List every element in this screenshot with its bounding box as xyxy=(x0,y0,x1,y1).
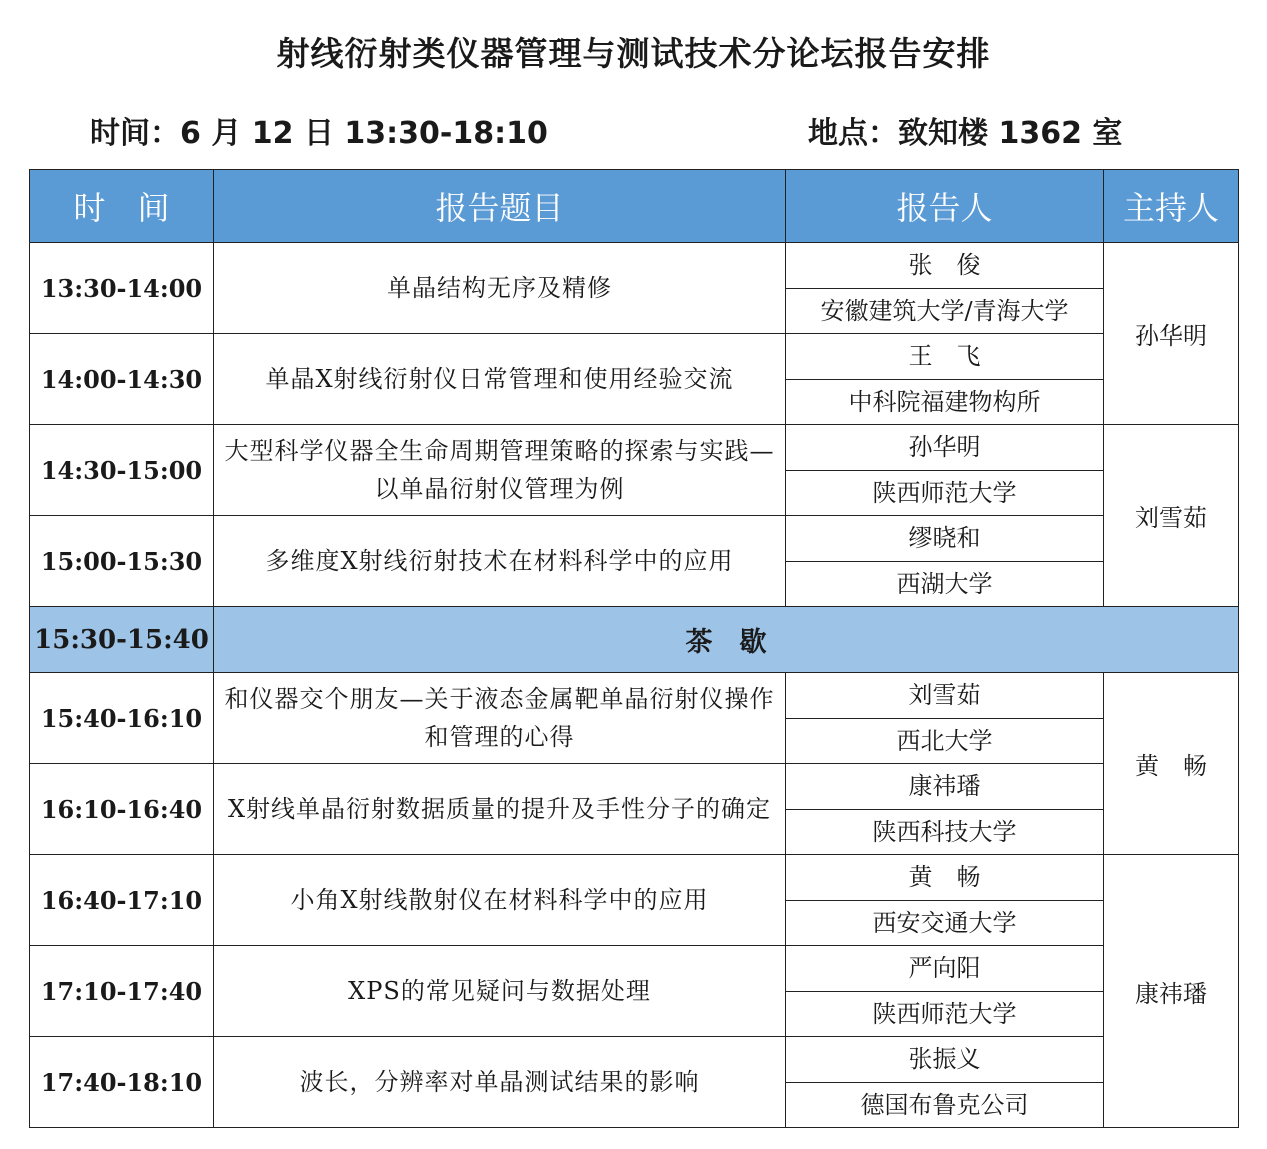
schedule-table xyxy=(29,169,1239,1128)
row-time: 15:40-16:10 xyxy=(30,673,214,764)
speaker-org: 西北大学 xyxy=(896,727,993,755)
table-row xyxy=(30,673,1239,764)
speaker-org: 德国布鲁克公司 xyxy=(860,1091,1029,1119)
table-row xyxy=(30,764,1239,855)
row-topic: 单晶结构无序及精修 xyxy=(214,243,786,334)
row-time: 17:40-18:10 xyxy=(30,1037,214,1128)
row-topic: X射线单晶衍射数据质量的提升及手性分子的确定 xyxy=(214,764,786,855)
row-time: 15:00-15:30 xyxy=(30,516,214,607)
row-speaker xyxy=(786,516,1104,607)
row-topic: XPS的常见疑问与数据处理 xyxy=(214,946,786,1037)
speaker-name: 康祎璠 xyxy=(908,772,981,800)
speaker-org: 陕西师范大学 xyxy=(872,479,1017,507)
host-cell: 孙华明 xyxy=(1104,243,1239,425)
host-cell: 黄 畅 xyxy=(1104,673,1239,855)
break-time: 15:30-15:40 xyxy=(30,607,214,673)
row-time: 14:00-14:30 xyxy=(30,334,214,425)
row-time: 13:30-14:00 xyxy=(30,243,214,334)
speaker-name: 严向阳 xyxy=(908,954,981,982)
speaker-name: 王 飞 xyxy=(908,342,981,370)
row-topic: 和仪器交个朋友—关于液态金属靶单晶衍射仪操作和管理的心得 xyxy=(214,673,786,764)
table-row xyxy=(30,946,1239,1037)
row-speaker xyxy=(786,946,1104,1037)
header-speaker: 报告人 xyxy=(786,170,1104,243)
host-cell: 康祎璠 xyxy=(1104,855,1239,1128)
place-info: 地点：致知楼 1362 室 xyxy=(808,116,1123,151)
speaker-org: 中科院福建物构所 xyxy=(848,388,1041,416)
row-speaker xyxy=(786,243,1104,334)
row-topic: 单晶X射线衍射仪日常管理和使用经验交流 xyxy=(214,334,786,425)
speaker-name: 张振义 xyxy=(908,1045,981,1073)
speaker-name: 张 俊 xyxy=(908,251,981,279)
table-row xyxy=(30,516,1239,607)
row-speaker xyxy=(786,673,1104,764)
row-time: 17:10-17:40 xyxy=(30,946,214,1037)
speaker-org: 西安交通大学 xyxy=(872,909,1017,937)
table-row xyxy=(30,855,1239,946)
row-time: 16:10-16:40 xyxy=(30,764,214,855)
header-host: 主持人 xyxy=(1104,170,1239,243)
table-row xyxy=(30,425,1239,516)
break-label: 茶 歇 xyxy=(214,607,1239,673)
host-cell: 刘雪茹 xyxy=(1104,425,1239,607)
speaker-name: 黄 畅 xyxy=(908,863,981,891)
table-row xyxy=(30,243,1239,334)
table-row xyxy=(30,1037,1239,1128)
row-speaker xyxy=(786,425,1104,516)
row-speaker xyxy=(786,334,1104,425)
speaker-org: 西湖大学 xyxy=(896,570,993,598)
table-row xyxy=(30,334,1239,425)
page-title: 射线衍射类仪器管理与测试技术分论坛报告安排 xyxy=(276,34,991,73)
break-row xyxy=(30,607,1239,673)
row-speaker xyxy=(786,855,1104,946)
row-topic: 波长，分辨率对单晶测试结果的影响 xyxy=(214,1037,786,1128)
speaker-name: 孙华明 xyxy=(908,433,981,461)
speaker-name: 缪晓和 xyxy=(908,524,981,552)
speaker-org: 陕西师范大学 xyxy=(872,1000,1017,1028)
row-speaker xyxy=(786,764,1104,855)
header-topic: 报告题目 xyxy=(214,170,786,243)
row-time: 14:30-15:00 xyxy=(30,425,214,516)
row-time: 16:40-17:10 xyxy=(30,855,214,946)
row-topic: 小角X射线散射仪在材料科学中的应用 xyxy=(214,855,786,946)
header-time: 时 间 xyxy=(30,170,214,243)
row-speaker xyxy=(786,1037,1104,1128)
row-topic: 多维度X射线衍射技术在材料科学中的应用 xyxy=(214,516,786,607)
speaker-org: 陕西科技大学 xyxy=(872,818,1017,846)
row-topic: 大型科学仪器全生命周期管理策略的探索与实践—以单晶衍射仪管理为例 xyxy=(214,425,786,516)
speaker-name: 刘雪茹 xyxy=(908,681,981,709)
speaker-org: 安徽建筑大学/青海大学 xyxy=(820,297,1069,325)
time-info: 时间：6 月 12 日 13:30-18:10 xyxy=(90,116,548,151)
table-header-row xyxy=(30,170,1239,243)
